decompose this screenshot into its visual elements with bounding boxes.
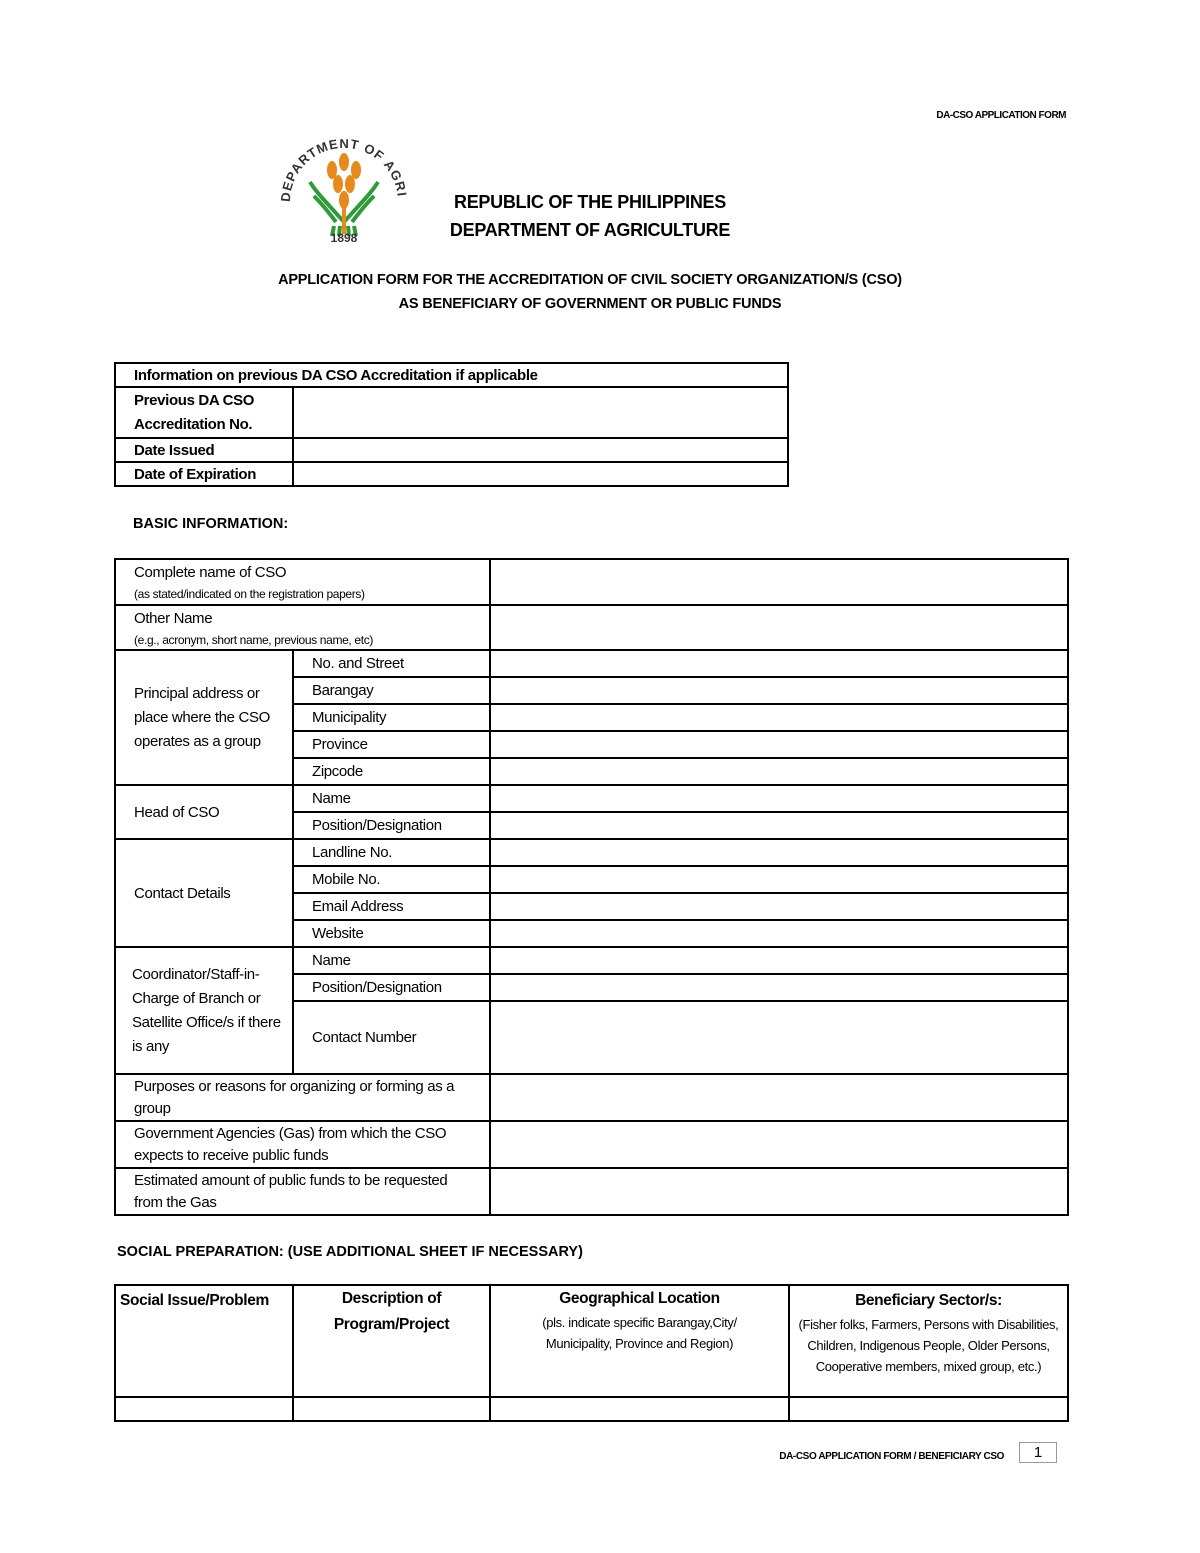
beneficiary-title: Beneficiary Sector/s: [855,1292,1002,1309]
municipality-input[interactable] [490,704,1068,731]
form-body [114,362,1069,1463]
agencies-label: Government Agencies (Gas) from which the CSO expects to receive public funds [115,1121,490,1168]
email-input[interactable] [490,893,1068,920]
head-position-label: Position/Designation [293,812,490,839]
head-label: Head of CSO [115,785,293,839]
zipcode-label: Zipcode [293,758,490,785]
cso-name-text: Complete name of CSO [134,564,287,581]
col-social-issue: Social Issue/Problem [115,1285,293,1397]
barangay-input[interactable] [490,677,1068,704]
contact-label: Contact Details [115,839,293,947]
col-description: Description of Program/Project [293,1285,490,1397]
coord-position-input[interactable] [490,974,1068,1001]
mobile-label: Mobile No. [293,866,490,893]
head-name-label: Name [293,785,490,812]
other-name-note: (e.g., acronym, short name, previous name, etc) [134,633,373,647]
street-label: No. and Street [293,650,490,677]
province-input[interactable] [490,731,1068,758]
col-beneficiary [789,1285,1068,1397]
date-expiration-input[interactable] [293,462,788,486]
province-label: Province [293,731,490,758]
form-code: DA-CSO APPLICATION FORM [936,110,1066,121]
geo-input[interactable] [490,1397,789,1421]
zipcode-input[interactable] [490,758,1068,785]
coord-position-label: Position/Designation [293,974,490,1001]
date-issued-label: Date Issued [115,438,293,462]
coordinator-label: Coordinator/Staff-in-Charge of Branch or Satellite Office/s if there is any [115,947,293,1074]
purposes-input[interactable] [490,1074,1068,1121]
date-issued-input[interactable] [293,438,788,462]
svg-text:DEPARTMENT OF AGRICULTURE: DEPARTMENT OF AGRI [277,135,410,203]
cso-name-input[interactable] [490,559,1068,605]
amount-input[interactable] [490,1168,1068,1215]
municipality-label: Municipality [293,704,490,731]
street-input[interactable] [490,650,1068,677]
date-expiration-label: Date of Expiration [115,462,293,486]
amount-label: Estimated amount of public funds to be requested from the Gas [115,1168,490,1215]
other-name-label [115,605,490,650]
social-issue-input[interactable] [115,1397,293,1421]
social-prep-heading: SOCIAL PREPARATION: (USE ADDITIONAL SHEET IF NECESSARY) [117,1244,583,1260]
geo-title: Geographical Location [559,1290,720,1307]
other-name-text: Other Name [134,610,213,627]
website-input[interactable] [490,920,1068,947]
previous-heading: Information on previous DA CSO Accreditation if applicable [115,363,788,387]
form-subtitle: AS BENEFICIARY OF GOVERNMENT OR PUBLIC FUNDS [398,296,782,312]
beneficiary-input[interactable] [789,1397,1068,1421]
email-label: Email Address [293,893,490,920]
other-name-input[interactable] [490,605,1068,650]
coord-contact-label: Contact Number [293,1001,490,1074]
coord-contact-input[interactable] [490,1001,1068,1074]
head-name-input[interactable] [490,785,1068,812]
cso-name-label [115,559,490,605]
geo-note: (pls. indicate specific Barangay,City/ Municipality, Province and Region) [542,1315,737,1351]
cso-name-note: (as stated/indicated on the registration papers) [134,587,365,601]
prev-accreditation-label: Previous DA CSO Accreditation No. [115,387,293,438]
purposes-label: Purposes or reasons for organizing or forming as a group [115,1074,490,1121]
agencies-input[interactable] [490,1121,1068,1168]
col-geo-location [490,1285,789,1397]
previous-accreditation-table [114,362,789,487]
basic-info-table [114,558,1069,1216]
landline-label: Landline No. [293,839,490,866]
basic-info-heading: BASIC INFORMATION: [133,516,289,532]
footer-text: DA-CSO APPLICATION FORM / BENEFICIARY CSO [779,1451,1004,1462]
republic-title: REPUBLIC OF THE PHILIPPINES [454,192,726,212]
page-footer [114,1442,1069,1463]
website-label: Website [293,920,490,947]
description-input[interactable] [293,1397,490,1421]
beneficiary-note: (Fisher folks, Farmers, Persons with Disabilities, Children, Indigenous People, Older Persons, Cooperative members, mixed group, etc.) [798,1317,1059,1374]
head-position-input[interactable] [490,812,1068,839]
svg-text:1898: 1898 [330,231,358,245]
coord-name-input[interactable] [490,947,1068,974]
social-prep-table [114,1284,1069,1422]
form-title: APPLICATION FORM FOR THE ACCREDITATION OF CIVIL SOCIETY ORGANIZATION/S (CSO) [278,272,902,288]
mobile-input[interactable] [490,866,1068,893]
prev-accreditation-input[interactable] [293,387,788,438]
landline-input[interactable] [490,839,1068,866]
department-title: DEPARTMENT OF AGRICULTURE [449,220,731,240]
page-number: 1 [1019,1442,1057,1463]
barangay-label: Barangay [293,677,490,704]
coord-name-label: Name [293,947,490,974]
address-label: Principal address or place where the CSO operates as a group [115,650,293,785]
